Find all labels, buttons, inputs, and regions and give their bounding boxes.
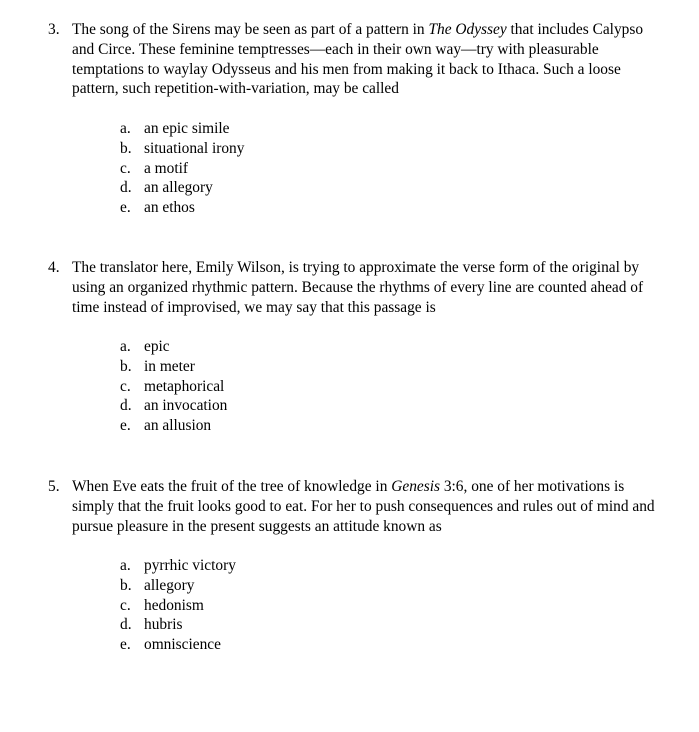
question-text: When Eve eats the fruit of the tree of knowledge in Genesis 3:6, one of her motivations is simply that the fruit looks good to eat. For her to push consequences and rules out of mind and pursue pleasure in the present suggests an attitude known as [72,478,655,535]
book-title: The Odyssey [428,21,507,38]
question-number: 3. [48,21,60,38]
book-title: Genesis [391,478,440,495]
question-number: 5. [48,478,60,495]
question-number: 4. [48,259,60,276]
question-text: The song of the Sirens may be seen as part of a pattern in The Odyssey that includes Calypso and Circe. These feminine temptresses—each in their own way—try with pleasurable temptations to waylay Odysseus and his men from making it back to Ithaca. Such a loose pattern, such repetition-with-variation, may be called [72,21,644,98]
question-text: The translator here, Emily Wilson, is trying to approximate the verse form of the original by using an organized rhythmic pattern. Because the rhythms of every line are counted ahead of time instead of improvised, we may say that this passage is [72,259,644,316]
